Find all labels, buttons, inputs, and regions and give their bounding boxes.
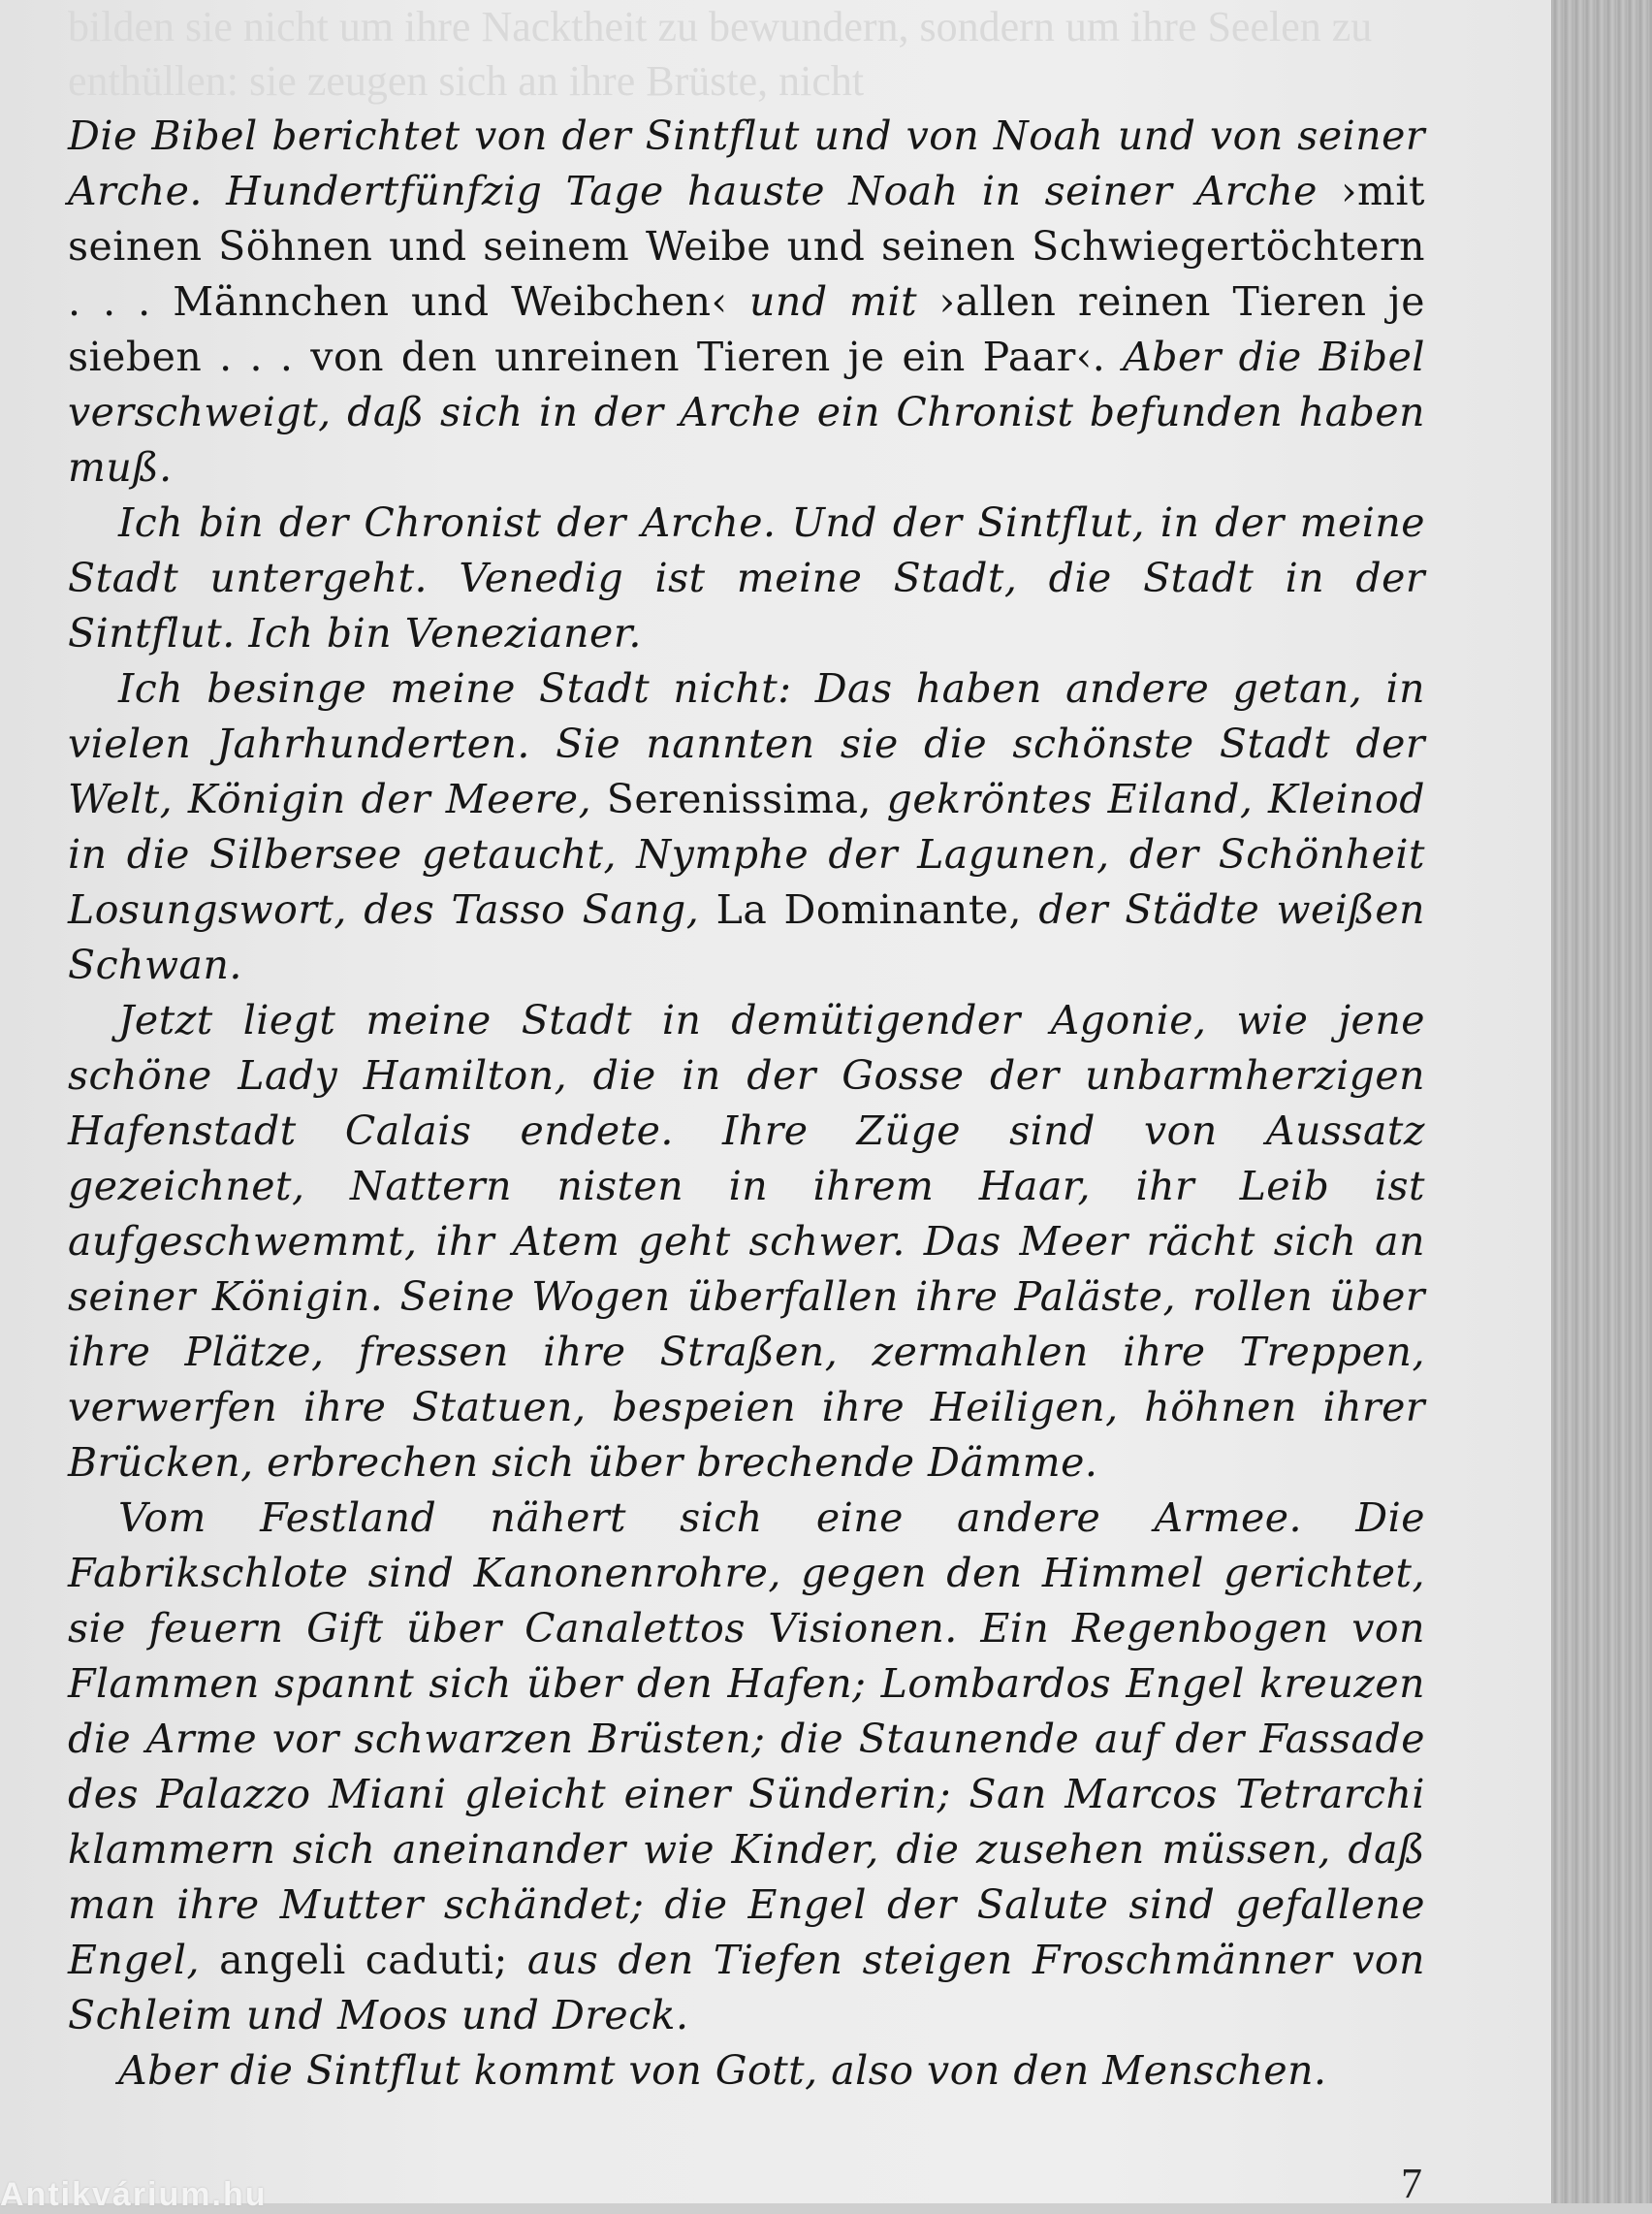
quotation-segment: ›allen reinen Tieren je sieben . . . von den unreinen Tieren je ein Paar‹. bbox=[68, 278, 1425, 380]
quotation-segment: Serenissima, bbox=[606, 776, 873, 822]
text-segment: Aber die Sintflut kommt von Gott, also von den Menschen. bbox=[118, 2047, 1327, 2094]
text-segment: der Städte weißen Schwan. bbox=[68, 886, 1425, 988]
paragraph bbox=[68, 1491, 1425, 2043]
page-number: 7 bbox=[1401, 2160, 1422, 2203]
paragraph bbox=[68, 496, 1425, 661]
text-segment: Vom Festland nähert sich eine andere Armee. Die Fabrikschlote sind Kanonenrohre, gegen den Himmel gerichtet, sie feuern Gift über Canalettos Visionen. Ein Regenbogen von Flammen spannt sich über den Hafen; Lombardos Engel kreuzen die Arme vor schwarzen Brüsten; die Staunende auf der Fassade des Palazzo Miani gleicht einer Sünderin; San Marcos Tetrarchi klammern sich aneinander wie Kinder, die zusehen müssen, daß man ihre Mutter schändet; die Engel der Salute sind gefallene Engel, bbox=[68, 1494, 1425, 1983]
bleed-through-text: bilden sie nicht um ihre Nacktheit zu bewundern, sondern um ihre Seelen zu enthüllen: sie zeugen sich an ihre Brüste, nicht bbox=[68, 3, 1373, 105]
text-segment: Jetzt liegt meine Stadt in demütigender Agonie, wie jene schöne Lady Hamilton, die in der Gosse der unbarmherzigen Hafenstadt Calais endete. Ihre Züge sind von Aussatz gezeichnet, Nattern nisten in ihrem Haar, ihr Leib ist aufgeschwemmt, ihr Atem geht schwer. Das Meer rächt sich an seiner Königin. Seine Wogen überfallen ihre Paläste, rollen über ihre Plätze, fressen ihre Straßen, zermahlen ihre Treppen, verwerfen ihre Statuen, bespeien ihre Heiligen, höhnen ihrer Brücken, erbrechen sich über brechende Dämme. bbox=[68, 997, 1425, 1486]
paragraph bbox=[68, 661, 1425, 993]
text-segment: Aber die Bibel verschweigt, daß sich in der Arche ein Chronist befunden haben muß. bbox=[68, 334, 1425, 491]
quotation-segment: La Dominante, bbox=[715, 886, 1023, 933]
text-segment: und mit bbox=[727, 278, 939, 325]
body-text bbox=[68, 109, 1425, 2099]
text-segment: Ich bin der Chronist der Arche. Und der Sintflut, in der meine Stadt untergeht. Venedig ist meine Stadt, die Stadt in der Sintflut. Ich bin Venezianer. bbox=[68, 499, 1425, 657]
paragraph bbox=[68, 993, 1425, 1491]
quotation-segment: ›mit seinen Söhnen und seinem Weibe und seinen Schwiegertöchtern . . . Männchen und Weibchen‹ bbox=[68, 168, 1425, 325]
text-segment: Die Bibel berichtet von der Sintflut und von Noah und von seiner Arche. Hundertfünfzig Tage hauste Noah in seiner Arche bbox=[68, 112, 1425, 214]
text-segment: Ich besinge meine Stadt nicht: Das haben andere getan, in vielen Jahrhunderten. Sie nannten sie die schönste Stadt der Welt, Königin der Meere, bbox=[68, 665, 1425, 822]
text-segment: gekröntes Eiland, Kleinod in die Silbersee getaucht, Nymphe der Lagunen, der Schönheit Losungswort, des Tasso Sang, bbox=[68, 776, 1425, 933]
text-segment: aus den Tiefen steigen Froschmänner von Schleim und Moos und Dreck. bbox=[68, 1937, 1425, 2038]
paragraph bbox=[68, 2043, 1425, 2099]
adjacent-page-edge bbox=[1541, 0, 1652, 2203]
paragraph bbox=[68, 109, 1425, 496]
quotation-segment: angeli caduti; bbox=[219, 1937, 508, 1983]
watermark: Antikvárium.hu bbox=[0, 2176, 268, 2213]
